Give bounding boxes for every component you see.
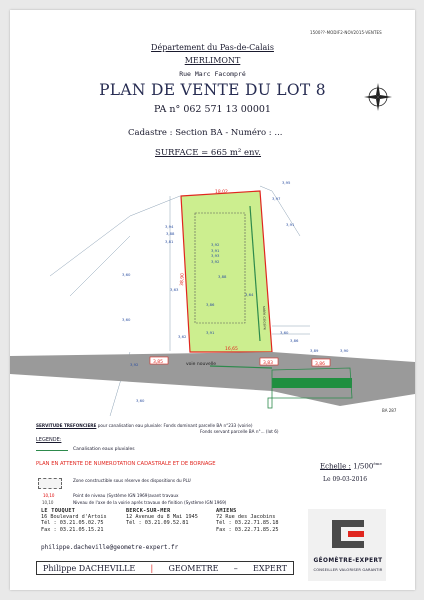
logo-name: GÉOMÈTRE-EXPERT: [313, 558, 383, 564]
servitude-note: [36, 423, 396, 435]
surveyor-role-2: EXPERT: [253, 563, 287, 573]
spot-height: 3,92: [211, 242, 220, 247]
elev-label-1: 3,85: [153, 360, 164, 365]
office-tel: Tél : 03.22.71.85.18: [216, 520, 279, 527]
logo-tagline: CONSEILLER VALORISER GARANTIR: [313, 568, 383, 572]
office-amiens: [216, 508, 278, 533]
level-legend-text-2: Niveau de l'axe de la voirie après travaux de finition (Système IGN 1969): [73, 500, 227, 505]
zone-sample: [38, 478, 62, 489]
spot-height: 3,64: [245, 292, 254, 297]
office-le-touquet: [41, 508, 107, 533]
office-berck: [126, 508, 198, 527]
spot-height: 3,63: [170, 287, 179, 292]
green-strip: [272, 378, 352, 388]
pipe-line-sample: [36, 450, 68, 451]
parcel-ref: BA 287: [382, 408, 397, 413]
spot-height: 3,88: [218, 274, 227, 279]
plan-title: PLAN DE VENTE DU LOT 8: [99, 81, 326, 99]
department-label: Département du Pas-de-Calais: [151, 43, 274, 52]
spot-height: 3,86: [290, 338, 299, 343]
surveyor-role: GEOMETRE: [168, 563, 219, 573]
pipe-legend-text: Canalisation eaux pluviales: [73, 447, 135, 452]
street-label: Rue Marc Facompré: [179, 70, 246, 78]
office-tel: Tél : 03.21.09.52.81: [126, 520, 189, 527]
office-address: 12 Avenue du 8 Mai 1945: [126, 514, 198, 521]
office-tel: Tél : 03.21.05.02.75: [41, 520, 104, 527]
spot-height: 3,86: [206, 302, 215, 307]
surveyor-name: Philippe DACHEVILLE: [43, 563, 136, 573]
surface-label: SURFACE = 665 m² env.: [155, 148, 262, 158]
spot-height: 3,89: [310, 348, 319, 353]
lot-8-polygon: [181, 191, 272, 352]
plan-sheet: [10, 10, 415, 590]
parcel-number: PA n° 062 571 13 00001: [154, 104, 271, 115]
office-address: 72 Rue des Jacobins: [216, 514, 276, 521]
spot-height: 3,60: [136, 398, 145, 403]
spot-height: 3,60: [280, 330, 289, 335]
dim-left: 38,90: [180, 272, 186, 287]
spot-height: 3,62: [178, 334, 187, 339]
servitude-label: SERVITUDE TREFONCIERE: [36, 423, 97, 428]
spot-height: 3,81: [165, 239, 174, 244]
dim-top: 18,02: [215, 190, 228, 195]
office-address: 16 Boulevard d'Artois: [41, 514, 107, 521]
road-label: voie nouvelle: [186, 362, 217, 367]
dash-separator: –: [233, 563, 238, 573]
level-sample-grey: 10,10: [42, 500, 54, 505]
spot-height: 3,91: [206, 330, 215, 335]
spot-height: 3,91: [211, 248, 220, 253]
plan-date: Le 09-03-2016: [323, 476, 368, 483]
servitude-line-1: pour canalisation eau pluviale: Fonds dominant parcelle BA n°233 (voirie): [97, 423, 253, 428]
spot-height: 3,60: [122, 272, 131, 277]
office-fax: Fax : 03.22.71.85.25: [216, 526, 279, 533]
spot-height: 3,92: [211, 259, 220, 264]
pending-notice: PLAN EN ATTENTE DE NUMEROTATION CADASTRALE ET DE BORNAGE: [36, 461, 216, 467]
office-city: AMIENS: [216, 508, 237, 514]
spot-height: 3,90: [340, 348, 349, 353]
elev-label-3: 3,86: [315, 362, 326, 367]
north-arrow-icon: [363, 82, 393, 112]
lot-map: [10, 166, 415, 418]
level-legend-text: Point de niveau (Système IGN 1969)avant travaux: [73, 493, 179, 498]
document-reference: 1500??-MODIF2-NOV2015-VENTES: [310, 30, 382, 35]
road: [10, 352, 415, 406]
scale-label: Echelle :: [320, 462, 351, 471]
level-sample-red: 10,10: [43, 493, 55, 498]
spot-height: 3,94: [165, 224, 174, 229]
spot-height: 3,95: [282, 180, 291, 185]
spot-height: 3,97: [272, 196, 281, 201]
office-city: BERCK-SUR-MER: [126, 508, 171, 514]
email-link[interactable]: philippe.dacheville@geometre-expert.fr: [41, 544, 179, 551]
servitude-line-2: Fonds servant parcelle BA n°... (lot 6): [200, 429, 279, 434]
geometre-expert-logo-icon: [328, 514, 368, 554]
side-label: sable calcaire: [262, 305, 267, 331]
spot-height: 3,60: [122, 317, 131, 322]
office-fax: Fax : 03.21.05.15.21: [41, 526, 104, 533]
spot-height: 3,88: [166, 231, 175, 236]
spot-height: 3,92: [130, 362, 139, 367]
scale-block: [320, 461, 382, 470]
legend-title: LEGENDE:: [36, 437, 62, 443]
scale-sup: ème: [373, 461, 382, 466]
separator: |: [150, 563, 154, 573]
scale-value: 1/500: [353, 462, 374, 471]
cadastre-label: Cadastre : Section BA - Numéro : ...: [128, 128, 283, 138]
footer-bar: [36, 561, 294, 575]
spot-height: 3,91: [286, 222, 295, 227]
dim-bottom: 16,65: [225, 347, 238, 352]
elev-label-2: 3,83: [263, 361, 274, 366]
city-label: MERLIMONT: [184, 56, 241, 65]
spot-height: 3,93: [211, 253, 220, 258]
zone-legend-text: Zone constructible sous réserve des dispositions du PLU: [73, 478, 191, 483]
office-city: LE TOUQUET: [41, 508, 76, 514]
